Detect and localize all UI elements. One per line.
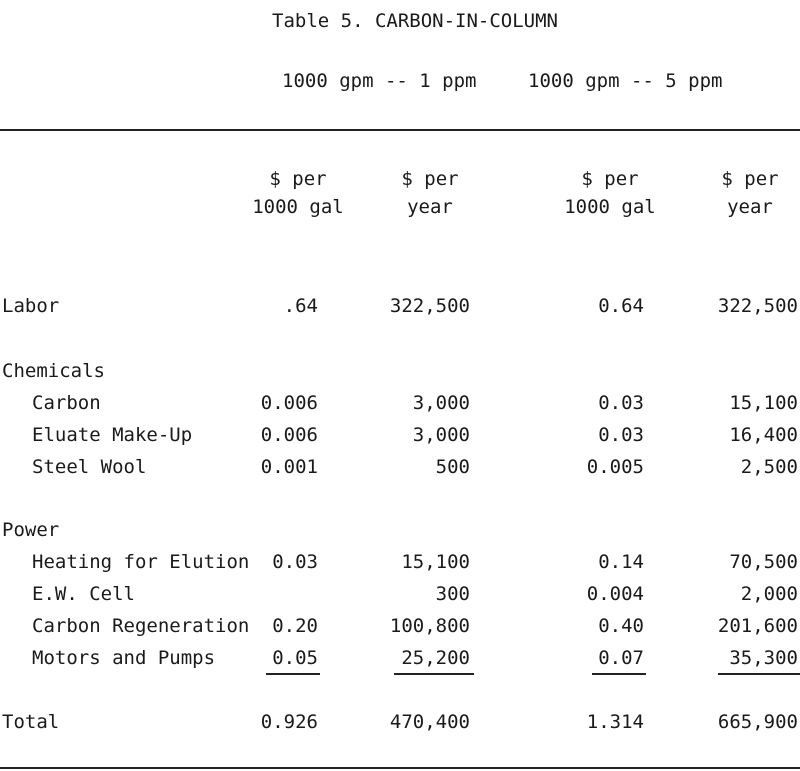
cell-carbon-3: 0.03 xyxy=(598,392,644,414)
cell-heating-2: 15,100 xyxy=(401,551,470,573)
group-header-1ppm: 1000 gpm -- 1 ppm xyxy=(282,70,477,92)
cell-steel-3: 0.005 xyxy=(586,456,644,478)
column-header-5ppm-per-1000gal: $ per 1000 gal xyxy=(564,168,656,218)
row-label-steel-wool: Steel Wool xyxy=(32,456,147,478)
section-label-power: Power xyxy=(2,519,60,541)
cell-regen-2: 100,800 xyxy=(389,615,470,637)
cell-total-4: 665,900 xyxy=(717,711,798,733)
top-rule xyxy=(0,129,800,131)
column-header-5ppm-per-year: $ per year xyxy=(721,168,779,218)
cell-labor-1: .64 xyxy=(283,295,318,317)
row-label-labor: Labor xyxy=(2,295,60,317)
cell-total-2: 470,400 xyxy=(389,711,470,733)
cell-steel-1: 0.001 xyxy=(260,456,318,478)
cell-labor-4: 322,500 xyxy=(717,295,798,317)
row-label-carbon: Carbon xyxy=(32,392,101,414)
cell-labor-2: 322,500 xyxy=(389,295,470,317)
subtotal-underline-2 xyxy=(394,673,474,675)
row-label-regeneration: Carbon Regeneration xyxy=(32,615,250,637)
cell-regen-3: 0.40 xyxy=(598,615,644,637)
cell-ew-3: 0.004 xyxy=(586,583,644,605)
column-header-1ppm-per-year: $ per year xyxy=(401,168,459,218)
cell-total-3: 1.314 xyxy=(586,711,644,733)
cell-eluate-3: 0.03 xyxy=(598,424,644,446)
cell-carbon-1: 0.006 xyxy=(260,392,318,414)
row-label-heating: Heating for Elution xyxy=(32,551,250,573)
cell-motors-1: 0.05 xyxy=(272,647,318,669)
subtotal-underline-1 xyxy=(266,673,320,675)
row-label-total: Total xyxy=(2,711,60,733)
subtotal-underline-3 xyxy=(592,673,646,675)
cell-regen-4: 201,600 xyxy=(717,615,798,637)
cell-steel-2: 500 xyxy=(435,456,470,478)
column-header-1ppm-per-1000gal: $ per 1000 gal xyxy=(252,168,344,218)
cell-eluate-4: 16,400 xyxy=(729,424,798,446)
cell-carbon-2: 3,000 xyxy=(412,392,470,414)
cell-total-1: 0.926 xyxy=(260,711,318,733)
table-title: Table 5. CARBON-IN-COLUMN xyxy=(272,10,558,32)
row-label-eluate: Eluate Make-Up xyxy=(32,424,193,446)
cell-eluate-2: 3,000 xyxy=(412,424,470,446)
bottom-rule xyxy=(0,767,800,769)
cell-heating-3: 0.14 xyxy=(598,551,644,573)
cell-regen-1: 0.20 xyxy=(272,615,318,637)
cell-ew-4: 2,000 xyxy=(740,583,798,605)
row-label-ew-cell: E.W. Cell xyxy=(32,583,135,605)
cell-heating-4: 70,500 xyxy=(729,551,798,573)
section-label-chemicals: Chemicals xyxy=(2,360,105,382)
cell-motors-4: 35,300 xyxy=(729,647,798,669)
cell-labor-3: 0.64 xyxy=(598,295,644,317)
cell-motors-3: 0.07 xyxy=(598,647,644,669)
cell-steel-4: 2,500 xyxy=(740,456,798,478)
group-header-5ppm: 1000 gpm -- 5 ppm xyxy=(528,70,723,92)
cell-carbon-4: 15,100 xyxy=(729,392,798,414)
cell-ew-2: 300 xyxy=(435,583,470,605)
cell-motors-2: 25,200 xyxy=(401,647,470,669)
cell-heating-1: 0.03 xyxy=(272,551,318,573)
cell-eluate-1: 0.006 xyxy=(260,424,318,446)
row-label-motors: Motors and Pumps xyxy=(32,647,216,669)
subtotal-underline-4 xyxy=(718,673,800,675)
